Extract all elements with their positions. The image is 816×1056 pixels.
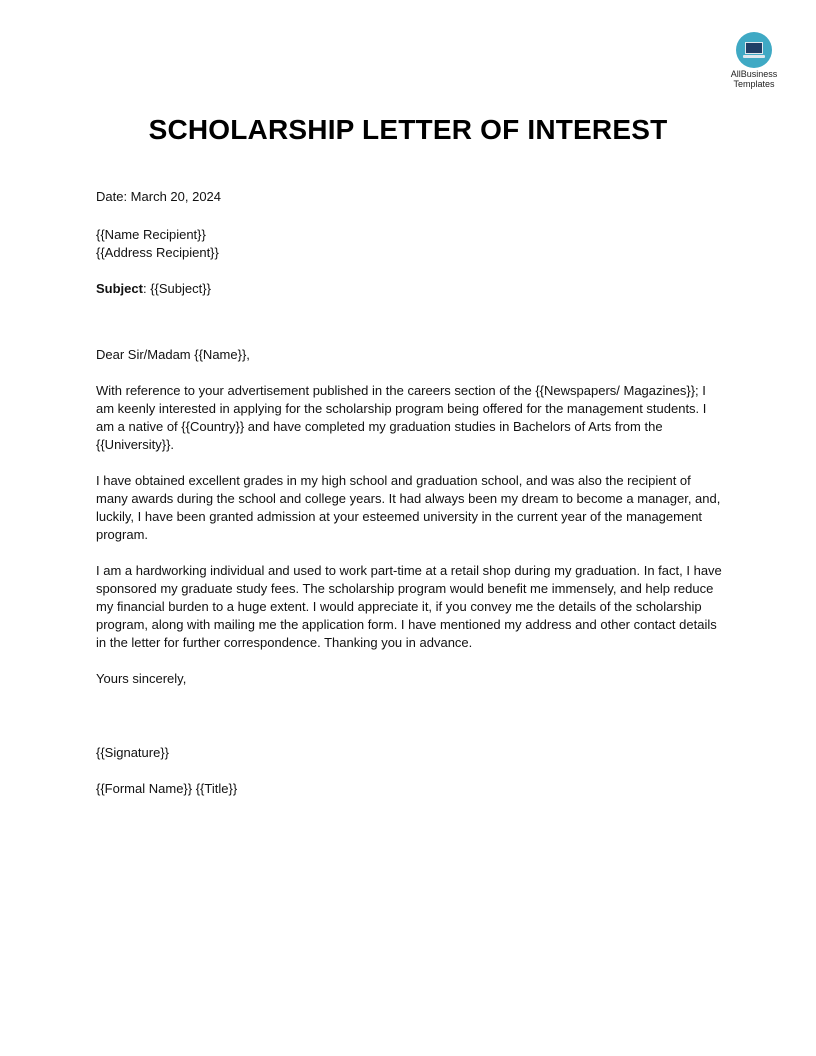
allbusiness-templates-logo bbox=[722, 32, 786, 89]
document-title: SCHOLARSHIP LETTER OF INTEREST bbox=[148, 114, 668, 145]
date-line: Date: March 20, 2024 bbox=[96, 189, 222, 204]
paragraph-2: I have obtained excellent grades in my high school and graduation school, and was also the recipient of many awards during the school and college years. It had always been my dream to become a manager, and, luckily, I have been granted admission at your esteemed university in the current year of the management program. bbox=[96, 473, 721, 542]
letter-body bbox=[96, 188, 724, 798]
recipient-name: {{Name Recipient}} bbox=[96, 227, 206, 242]
paragraph-3: I am a hardworking individual and used to work part-time at a retail shop during my graduation. In fact, I have sponsored my graduate study fees. The scholarship program would benefit me immensely, and help reduce my financial burden to a huge extent. I would appreciate it, if you convey me the details of the scholarship program, along with mailing me the application form. I have mentioned my address and other contact details in the letter for further correspondence. Thanking you in advance. bbox=[96, 563, 722, 650]
laptop-icon bbox=[736, 32, 772, 68]
subject-line bbox=[96, 280, 724, 298]
logo-line-2: Templates bbox=[733, 79, 775, 89]
subject-label: Subject bbox=[96, 281, 143, 296]
logo-text bbox=[722, 69, 786, 89]
logo-line-1: AllBusiness bbox=[730, 69, 778, 79]
recipient-address: {{Address Recipient}} bbox=[96, 245, 219, 260]
salutation: Dear Sir/Madam {{Name}}, bbox=[96, 347, 250, 362]
signature: {{Signature}} bbox=[96, 745, 170, 760]
closing: Yours sincerely, bbox=[96, 671, 187, 686]
formal-name-title: {{Formal Name}} {{Title}} bbox=[96, 781, 238, 796]
paragraph-1: With reference to your advertisement published in the careers section of the {{Newspapers/ Magazines}}; I am keenly interested in applying for the scholarship program being offered for the management students. I am a native of {{Country}} and have completed my graduation studies in Bachelors of Arts from the {{University}}. bbox=[96, 383, 707, 452]
subject-value: : {{Subject}} bbox=[142, 281, 211, 296]
